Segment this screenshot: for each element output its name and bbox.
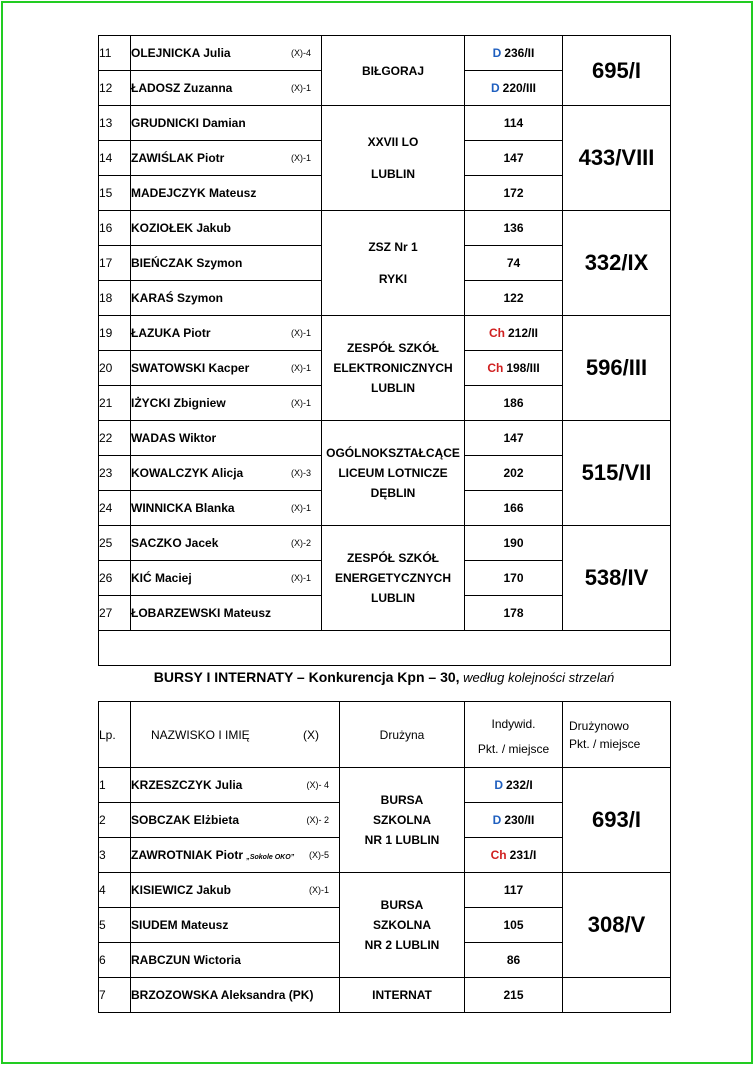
participant-x: (X)-5 xyxy=(309,850,329,860)
placement-tag: Ch xyxy=(488,326,505,340)
row-points xyxy=(465,526,563,561)
row-points xyxy=(465,803,563,838)
row-lp: 4 xyxy=(99,873,131,908)
placement-tag: D xyxy=(492,813,502,827)
row-points xyxy=(465,596,563,631)
team-total: 332/IX xyxy=(563,211,671,316)
row-points xyxy=(465,561,563,596)
participant-x: (X)-1 xyxy=(291,503,311,513)
results-table-dormitories xyxy=(98,701,671,1013)
row-name xyxy=(131,978,340,1013)
row-name xyxy=(131,491,322,526)
row-lp: 1 xyxy=(99,768,131,803)
points-value: 147 xyxy=(503,431,524,445)
points-value: 86 xyxy=(506,953,521,967)
participant-name: ŁADOSZ Zuzanna xyxy=(131,81,233,95)
participant-name: SWATOWSKI Kacper xyxy=(131,361,250,375)
row-name xyxy=(131,316,322,351)
participant-x: (X)- 4 xyxy=(306,780,329,790)
points-value: 190 xyxy=(503,536,524,550)
table-row xyxy=(99,978,671,1013)
participant-x: (X)-4 xyxy=(291,48,311,58)
table-row xyxy=(99,211,671,246)
team-total: 308/V xyxy=(563,873,671,978)
participant-name: BRZOZOWSKA Aleksandra (PK) xyxy=(131,988,314,1002)
row-lp: 20 xyxy=(99,351,131,386)
row-name xyxy=(131,211,322,246)
row-points xyxy=(465,36,563,71)
team-name-cell xyxy=(322,316,465,421)
row-lp: 25 xyxy=(99,526,131,561)
participant-x: (X)-1 xyxy=(291,328,311,338)
section-heading-title: BURSY I INTERNATY – Konkurencja Kpn – 30, xyxy=(153,669,460,685)
team-name-line: ELEKTRONICZNYCH xyxy=(333,361,453,375)
row-points xyxy=(465,176,563,211)
row-name xyxy=(131,246,322,281)
row-lp: 15 xyxy=(99,176,131,211)
team-name-line: BIŁGORAJ xyxy=(361,63,424,78)
row-points xyxy=(465,908,563,943)
participant-name: GRUDNICKI Damian xyxy=(131,116,246,130)
header-individual xyxy=(465,702,563,768)
placement-tag: D xyxy=(494,778,503,792)
row-lp: 21 xyxy=(99,386,131,421)
points-value: 220/III xyxy=(502,81,537,95)
points-value: 105 xyxy=(503,918,524,932)
row-lp: 14 xyxy=(99,141,131,176)
row-name xyxy=(131,943,340,978)
points-value: 166 xyxy=(503,501,524,515)
row-name xyxy=(131,281,322,316)
row-points xyxy=(465,106,563,141)
row-lp: 16 xyxy=(99,211,131,246)
row-lp: 23 xyxy=(99,456,131,491)
section-heading xyxy=(98,669,670,685)
row-points xyxy=(465,386,563,421)
row-name xyxy=(131,71,322,106)
row-name xyxy=(131,141,322,176)
placement-tag: Ch xyxy=(490,848,507,862)
participant-name: ŁAZUKA Piotr xyxy=(131,326,211,340)
header-team-total-1: Drużynowo xyxy=(569,718,630,733)
row-points xyxy=(465,316,563,351)
team-name-line: XXVII LO xyxy=(367,135,419,149)
team-name-line: SZKOLNA xyxy=(373,813,431,827)
participant-name: BIEŃCZAK Szymon xyxy=(131,256,243,270)
row-points xyxy=(465,456,563,491)
row-lp: 12 xyxy=(99,71,131,106)
participant-x: (X)- 2 xyxy=(306,815,329,825)
team-name-line: DĘBLIN xyxy=(370,486,416,500)
row-lp: 24 xyxy=(99,491,131,526)
team-name-line: ZESPÓŁ SZKÓŁ xyxy=(346,551,439,565)
row-name xyxy=(131,526,322,561)
section-heading-note: według kolejności strzelań xyxy=(459,670,615,685)
row-points xyxy=(465,211,563,246)
placement-tag: D xyxy=(492,46,502,60)
team-name-line: BURSA xyxy=(380,898,424,912)
team-name-line: ZESPÓŁ SZKÓŁ xyxy=(346,341,439,355)
row-name xyxy=(131,596,322,631)
row-points xyxy=(465,351,563,386)
row-lp: 5 xyxy=(99,908,131,943)
row-name xyxy=(131,908,340,943)
participant-name: ŁOBARZEWSKI Mateusz xyxy=(131,606,272,620)
points-value: 170 xyxy=(503,571,524,585)
team-name-cell xyxy=(340,768,465,873)
row-points xyxy=(465,281,563,316)
row-name xyxy=(131,768,340,803)
team-total: 515/VII xyxy=(563,421,671,526)
points-value: 172 xyxy=(503,186,524,200)
participant-name: ZAWIŚLAK Piotr xyxy=(131,151,225,165)
row-points xyxy=(465,838,563,873)
header-lp: Lp. xyxy=(99,702,131,768)
row-lp: 18 xyxy=(99,281,131,316)
points-value: 147 xyxy=(503,151,524,165)
team-name-line: BURSA xyxy=(380,793,424,807)
team-name-cell xyxy=(322,421,465,526)
team-name-line: NR 2 LUBLIN xyxy=(364,938,440,952)
participant-name: KOWALCZYK Alicja xyxy=(131,466,244,480)
participant-name: WINNICKA Blanka xyxy=(131,501,235,515)
points-value: 230/II xyxy=(504,813,535,827)
team-total: 596/III xyxy=(563,316,671,421)
row-lp: 26 xyxy=(99,561,131,596)
header-name-label: NAZWISKO I IMIĘ xyxy=(151,727,250,742)
participant-x: (X)-1 xyxy=(291,398,311,408)
row-name xyxy=(131,176,322,211)
results-table-schools xyxy=(98,35,671,666)
row-points xyxy=(465,978,563,1013)
participant-x: (X)-1 xyxy=(291,363,311,373)
row-lp: 3 xyxy=(99,838,131,873)
participant-x: (X)-1 xyxy=(291,83,311,93)
team-total: 693/I xyxy=(563,768,671,873)
participant-name: KIĆ Maciej xyxy=(131,571,192,585)
header-team-total-2: Pkt. / miejsce xyxy=(569,736,641,751)
team-name-cell xyxy=(340,978,465,1013)
row-points xyxy=(465,421,563,456)
participant-name: KRZESZCZYK Julia xyxy=(131,778,243,792)
team-name-line: NR 1 LUBLIN xyxy=(364,833,440,847)
row-name xyxy=(131,36,322,71)
row-name xyxy=(131,106,322,141)
table-row xyxy=(99,106,671,141)
participant-x: (X)-3 xyxy=(291,468,311,478)
table-row xyxy=(99,316,671,351)
row-name xyxy=(131,803,340,838)
points-value: 117 xyxy=(503,883,524,897)
points-value: 178 xyxy=(503,606,524,620)
header-x: (X) xyxy=(303,727,319,742)
participant-x: (X)-2 xyxy=(291,538,311,548)
participant-name: MADEJCZYK Mateusz xyxy=(131,186,257,200)
header-individual-2: Pkt. / miejsce xyxy=(477,741,550,756)
row-points xyxy=(465,873,563,908)
row-name xyxy=(131,838,340,873)
points-value: 114 xyxy=(503,116,524,130)
team-name-cell xyxy=(340,873,465,978)
table-row xyxy=(99,36,671,71)
row-lp: 19 xyxy=(99,316,131,351)
header-individual-1: Indywid. xyxy=(491,716,536,731)
row-lp: 17 xyxy=(99,246,131,281)
points-value: 122 xyxy=(503,291,524,305)
points-value: 136 xyxy=(503,221,524,235)
row-name xyxy=(131,421,322,456)
participant-name: KISIEWICZ Jakub xyxy=(131,883,232,897)
row-lp: 6 xyxy=(99,943,131,978)
participant-name: RABCZUN Wictoria xyxy=(131,953,241,967)
team-total: 538/IV xyxy=(563,526,671,631)
participant-name: KOZIOŁEK Jakub xyxy=(131,221,232,235)
row-lp: 27 xyxy=(99,596,131,631)
team-name-line: RYKI xyxy=(378,272,408,286)
header-team-total xyxy=(563,702,671,768)
participant-name: IŻYCKI Zbigniew xyxy=(131,396,226,410)
row-points xyxy=(465,71,563,106)
team-name-line: ENERGETYCZNYCH xyxy=(334,571,451,585)
row-name xyxy=(131,561,322,596)
team-name-cell xyxy=(322,106,465,211)
team-total: 695/I xyxy=(563,36,671,106)
row-lp: 13 xyxy=(99,106,131,141)
row-points xyxy=(465,943,563,978)
points-value: 236/II xyxy=(504,46,535,60)
participant-x: (X)-1 xyxy=(309,885,329,895)
points-value: 198/III xyxy=(506,361,540,375)
header-name xyxy=(131,702,340,768)
row-points xyxy=(465,141,563,176)
table-header-row xyxy=(99,702,671,768)
table-row xyxy=(99,873,671,908)
row-points xyxy=(465,768,563,803)
placement-tag: Ch xyxy=(487,361,504,375)
table-row xyxy=(99,768,671,803)
participant-name: KARAŚ Szymon xyxy=(131,291,224,305)
team-total xyxy=(563,978,671,1013)
participant-club: „Sokole OKO” xyxy=(246,854,295,861)
row-lp: 7 xyxy=(99,978,131,1013)
team-name-line: LUBLIN xyxy=(371,381,415,395)
participant-name: SIUDEM Mateusz xyxy=(131,918,229,932)
placement-tag: D xyxy=(490,81,500,95)
row-name xyxy=(131,456,322,491)
team-total: 433/VIII xyxy=(563,106,671,211)
team-name-line: SZKOLNA xyxy=(373,918,431,932)
participant-name: SACZKO Jacek xyxy=(131,536,219,550)
team-name-line: LUBLIN xyxy=(371,167,415,181)
row-name xyxy=(131,873,340,908)
participant-name: OLEJNICKA Julia xyxy=(131,46,231,60)
row-points xyxy=(465,491,563,526)
row-name xyxy=(131,386,322,421)
participant-name: WADAS Wiktor xyxy=(131,431,217,445)
row-points xyxy=(465,246,563,281)
team-name-line: LICEUM LOTNICZE xyxy=(338,466,448,480)
participant-x: (X)-1 xyxy=(291,573,311,583)
table-row xyxy=(99,526,671,561)
empty-row xyxy=(99,631,671,666)
row-name xyxy=(131,351,322,386)
row-lp: 22 xyxy=(99,421,131,456)
points-value: 232/I xyxy=(505,778,533,792)
team-name-cell xyxy=(322,211,465,316)
team-name-line: OGÓLNOKSZTAŁCĄCE xyxy=(326,446,460,460)
points-value: 215 xyxy=(503,988,524,1002)
points-value: 231/I xyxy=(509,848,537,862)
participant-x: (X)-1 xyxy=(291,153,311,163)
team-name-line: LUBLIN xyxy=(371,591,415,605)
points-value: 74 xyxy=(506,256,521,270)
participant-name: SOBCZAK Elżbieta xyxy=(131,813,240,827)
points-value: 202 xyxy=(503,466,524,480)
team-name-line: ZSZ Nr 1 xyxy=(368,240,418,254)
header-team: Drużyna xyxy=(340,702,465,768)
team-name-cell xyxy=(322,36,465,106)
points-value: 212/II xyxy=(507,326,539,340)
row-lp: 2 xyxy=(99,803,131,838)
table-row xyxy=(99,421,671,456)
empty-cell xyxy=(99,631,671,666)
row-lp: 11 xyxy=(99,36,131,71)
participant-name: ZAWROTNIAK Piotr xyxy=(131,848,243,862)
points-value: 186 xyxy=(503,396,524,410)
team-name-cell xyxy=(322,526,465,631)
team-name-line: INTERNAT xyxy=(372,988,432,1002)
